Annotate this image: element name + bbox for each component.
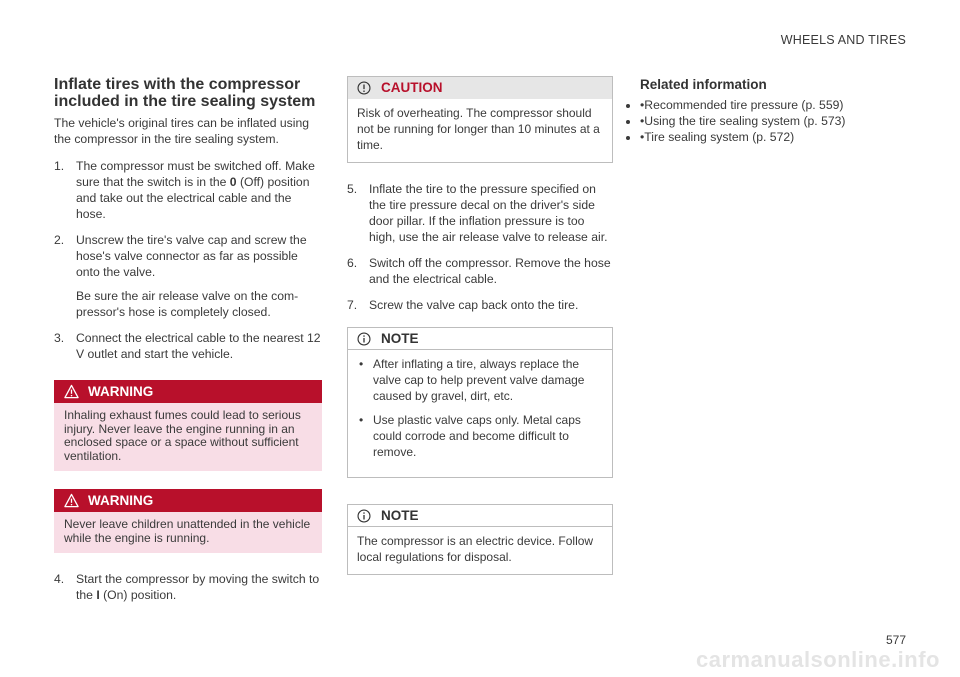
step-number: 2.: [54, 233, 65, 247]
step-item: [347, 297, 613, 313]
column-right: [640, 77, 910, 145]
warning-box-children: [54, 489, 322, 553]
steps-list-2: [347, 181, 613, 313]
step-number: 3.: [54, 331, 65, 345]
bullet: •: [640, 114, 645, 128]
step-text-cont: (Off) position and take out the electrical cable and the hose.: [76, 175, 310, 221]
related-link[interactable]: [640, 97, 910, 113]
steps-list-1b: [54, 571, 322, 603]
note-item: • After inflating a tire, always replace the valve cap to help prevent valve damage caused by gravel, dirt, etc.: [357, 356, 603, 404]
section-header: WHEELS AND TIRES: [780, 33, 906, 47]
note-item: • Use plastic valve caps only. Metal caps could corrode and become difficult to remove.: [357, 412, 603, 460]
step-item: [54, 330, 322, 362]
switch-on-symbol: I: [96, 588, 100, 602]
step-number: 6.: [347, 256, 358, 270]
page-number: 577: [885, 633, 906, 647]
step-item: [54, 158, 322, 222]
note-body: [348, 350, 612, 477]
bullet: •: [640, 130, 645, 144]
note-box-disposal: [347, 504, 613, 575]
step-item: [54, 571, 322, 603]
related-heading: Related information: [640, 77, 767, 92]
caution-box: [347, 76, 613, 163]
note-box-valve-caps: [347, 327, 613, 478]
warning-label: WARNING: [88, 492, 154, 508]
info-circle-icon: [357, 509, 371, 523]
switch-off-symbol: 0: [229, 175, 237, 189]
steps-list-1: [54, 158, 322, 362]
intro-paragraph: The vehicle's original tires can be inflated using the compressor in the tire sealing system.: [54, 116, 310, 146]
note-header: [348, 505, 612, 527]
step-item: [54, 232, 322, 320]
bullet: •: [640, 98, 645, 112]
step-item: [347, 181, 613, 245]
related-link-text[interactable]: Recommended tire pressure (p. 559): [644, 98, 844, 112]
related-links: [640, 97, 910, 145]
column-left: [54, 76, 322, 613]
step-number: 4.: [54, 572, 65, 586]
warning-triangle-icon: [64, 493, 79, 508]
warning-triangle-icon: [64, 384, 79, 399]
warning-label: WARNING: [88, 383, 154, 399]
step-text-cont: (On) position.: [99, 588, 177, 602]
note-list: [357, 356, 603, 460]
related-link-text[interactable]: Using the tire sealing system (p. 573): [644, 114, 846, 128]
page-title: [54, 76, 322, 110]
step-number: 1.: [54, 159, 65, 173]
warning-text: Never leave children unattended in the vehicle while the engine is running.: [64, 517, 311, 545]
step-number: 5.: [347, 182, 358, 196]
info-circle-icon: [357, 332, 371, 346]
step-text: Switch off the compressor. Remove the hose and the electrical cable.: [369, 256, 611, 286]
warning-text: Inhaling exhaust fumes could lead to serious injury. Never leave the engine running in an enclosed space or a space without sufficient ventilation.: [64, 408, 301, 463]
warning-header: [54, 380, 322, 403]
column-middle: [347, 76, 613, 593]
title-line-1: Inflate tires with the compressor: [54, 76, 301, 93]
related-link-text[interactable]: Tire sealing system (p. 572): [644, 130, 795, 144]
caution-header: [348, 77, 612, 99]
note-label: NOTE: [381, 507, 419, 523]
related-link[interactable]: [640, 113, 910, 129]
step-text: Inflate the tire to the pressure specified on the tire pressure decal on the driver's side door pillar. If the inflation pressure is too high, use the air release valve to release air.: [369, 182, 608, 244]
step-item: [347, 255, 613, 287]
step-text: Unscrew the tire's valve cap and screw the hose's valve connector as far as possible onto the valve.: [76, 233, 307, 279]
note-header: [348, 328, 612, 350]
note-text: The compressor is an electric device. Follow local regulations for disposal.: [357, 534, 594, 564]
related-link[interactable]: [640, 129, 910, 145]
warning-box-exhaust: [54, 380, 322, 471]
step-subtext: Be sure the air release valve on the com-pressor's hose is completely closed.: [76, 289, 299, 319]
step-number: 7.: [347, 298, 358, 312]
step-text: Connect the electrical cable to the nearest 12 V outlet and start the vehicle.: [76, 331, 321, 361]
note-label: NOTE: [381, 330, 419, 346]
step-text: The compressor must be switched off. Make sure that the switch is in the: [76, 159, 315, 189]
caution-text: Risk of overheating. The compressor should not be running for longer than 10 minutes at a time.: [357, 106, 600, 152]
step-text: Start the compressor by moving the switch to the: [76, 572, 320, 602]
warning-header: [54, 489, 322, 512]
step-text: Screw the valve cap back onto the tire.: [369, 298, 579, 312]
exclamation-circle-icon: [357, 81, 371, 95]
title-line-2: included in the tire sealing system: [54, 93, 316, 110]
caution-label: CAUTION: [381, 80, 443, 95]
watermark: carmanualsonline.info: [696, 647, 940, 672]
